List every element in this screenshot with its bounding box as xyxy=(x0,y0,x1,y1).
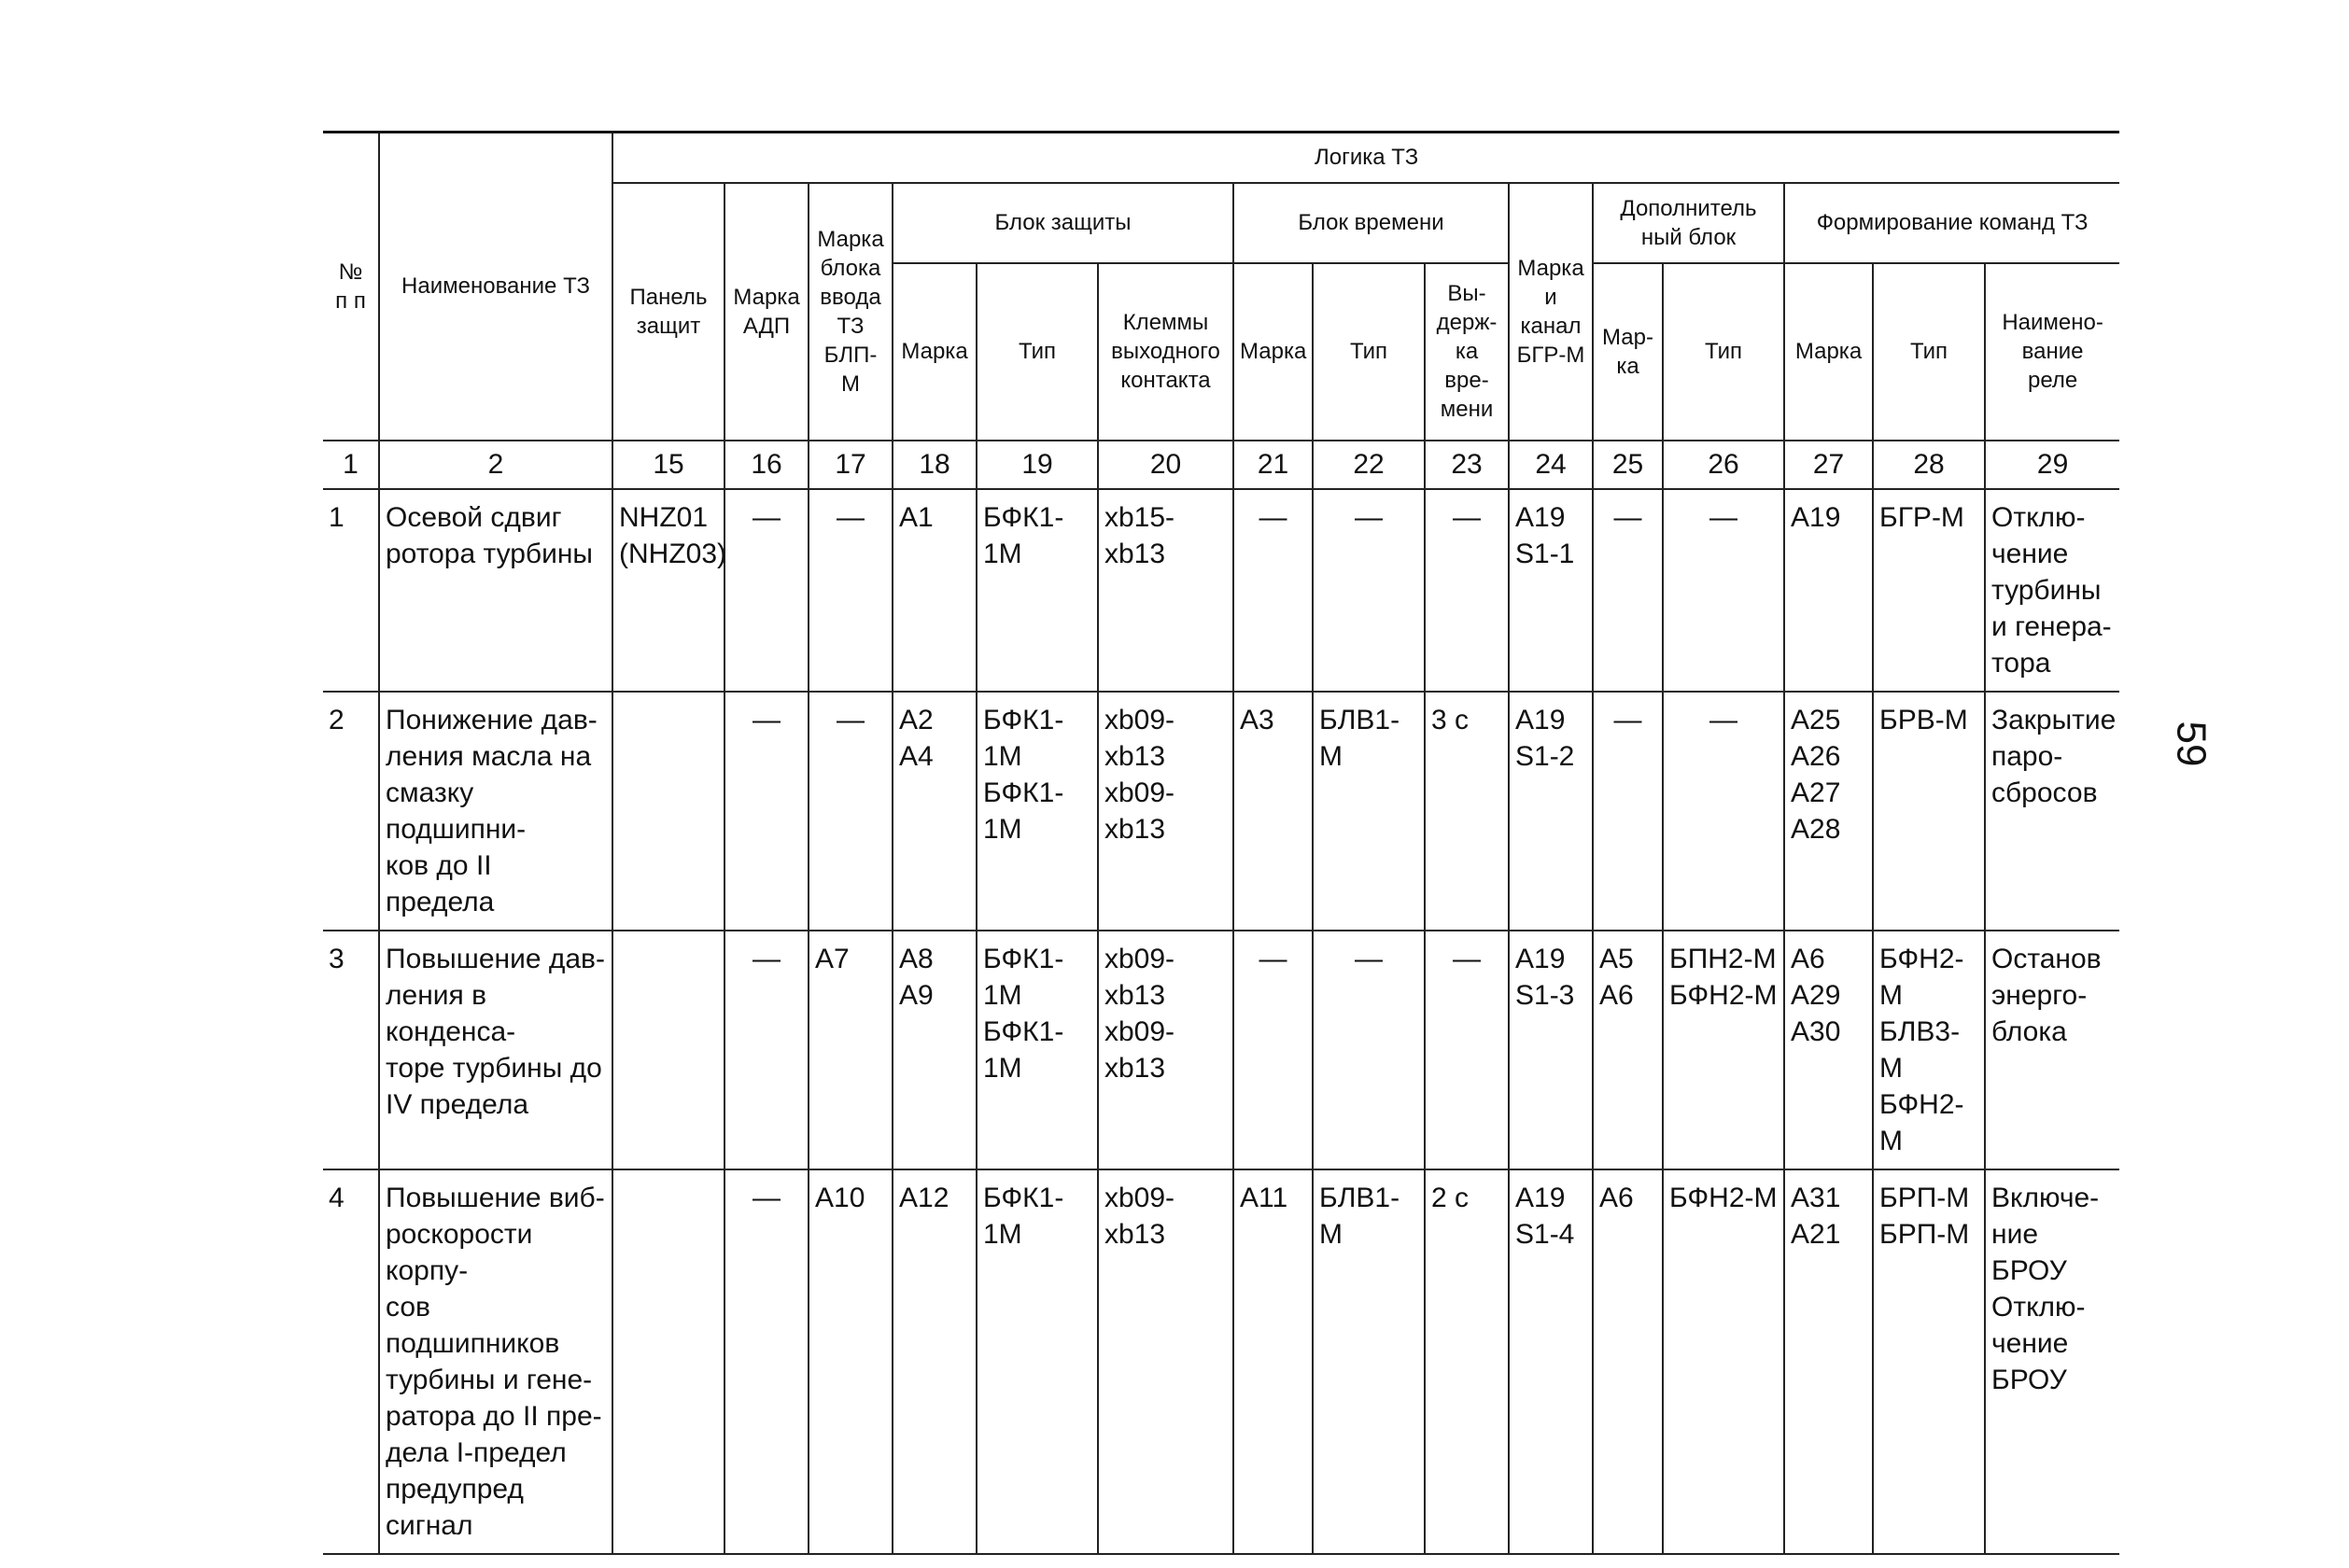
row-panel xyxy=(612,692,724,931)
row-time-mark: А11 xyxy=(1233,1169,1313,1554)
col-number: 18 xyxy=(893,441,977,489)
header-protection-block: Блок защиты xyxy=(893,183,1233,263)
col-number: 27 xyxy=(1784,441,1873,489)
row-prot-type: БФК1-1М xyxy=(977,489,1098,692)
header-extra-type: Тип xyxy=(1663,263,1784,441)
row-cmd-mark: А6 А29 А30 xyxy=(1784,931,1873,1169)
col-number: 23 xyxy=(1425,441,1509,489)
column-number-row xyxy=(323,441,2119,489)
row-name: Понижение дав- ления масла на смазку подшипни- ков до II предела xyxy=(379,692,612,931)
header-adp: Марка АДП xyxy=(724,183,809,441)
row-time-type: БЛВ1-М xyxy=(1313,692,1425,931)
header-time-block: Блок времени xyxy=(1233,183,1509,263)
row-prot-mark: А12 xyxy=(893,1169,977,1554)
row-cmd-type: БФН2-М БЛВ3-М БФН2-М xyxy=(1873,931,1985,1169)
row-cmd-relay: Закрытие паро- сбросов xyxy=(1985,692,2119,931)
row-number: 4 xyxy=(323,1169,379,1554)
row-cmd-mark: А19 xyxy=(1784,489,1873,692)
col-number: 19 xyxy=(977,441,1098,489)
row-bgr: А19 S1-4 xyxy=(1509,1169,1593,1554)
col-number: 26 xyxy=(1663,441,1784,489)
row-extra-type: БПН2-М БФН2-М xyxy=(1663,931,1784,1169)
row-extra-type: БФН2-М xyxy=(1663,1169,1784,1554)
header-cmd-relay: Наимено- вание реле xyxy=(1985,263,2119,441)
row-prot-mark: А2 А4 xyxy=(893,692,977,931)
row-name: Осевой сдвиг ротора турбины xyxy=(379,489,612,692)
header-time-mark: Марка xyxy=(1233,263,1313,441)
row-extra-type: — xyxy=(1663,489,1784,692)
row-prot-terminals: xb09-xb13 xyxy=(1098,1169,1233,1554)
row-cmd-type: БГР-М xyxy=(1873,489,1985,692)
col-number: 21 xyxy=(1233,441,1313,489)
col-number: 20 xyxy=(1098,441,1233,489)
row-prot-type: БФК1-1М xyxy=(977,1169,1098,1554)
header-prot-terminals: Клеммы выходного контакта xyxy=(1098,263,1233,441)
header-extra-mark: Мар- ка xyxy=(1593,263,1663,441)
row-prot-type: БФК1-1М БФК1-1М xyxy=(977,692,1098,931)
row-panel: NHZ01 (NHZ03) xyxy=(612,489,724,692)
row-time-delay: 2 с xyxy=(1425,1169,1509,1554)
row-bgr: А19 S1-2 xyxy=(1509,692,1593,931)
col-number: 29 xyxy=(1985,441,2119,489)
header-time-delay: Вы- держ- ка вре- мени xyxy=(1425,263,1509,441)
row-time-type: БЛВ1-М xyxy=(1313,1169,1425,1554)
row-prot-terminals: xb09-xb13 xb09-xb13 xyxy=(1098,692,1233,931)
row-extra-mark: — xyxy=(1593,489,1663,692)
header-time-type: Тип xyxy=(1313,263,1425,441)
row-blp: — xyxy=(809,489,893,692)
col-number: 1 xyxy=(323,441,379,489)
row-prot-mark: А8 А9 xyxy=(893,931,977,1169)
row-extra-type: — xyxy=(1663,692,1784,931)
table-row xyxy=(323,489,2119,692)
header-prot-mark: Марка xyxy=(893,263,977,441)
row-adp: — xyxy=(724,1169,809,1554)
row-name: Повышение дав- ления в конденса- торе турбины до IV предела xyxy=(379,931,612,1169)
row-panel xyxy=(612,931,724,1169)
row-time-mark: — xyxy=(1233,489,1313,692)
row-name: Повышение виб- роскорости корпу- сов подшипников турбины и гене- ратора до II пре- дела I-предел предупред сигнал xyxy=(379,1169,612,1554)
header-commands: Формирование команд ТЗ xyxy=(1784,183,2119,263)
row-adp: — xyxy=(724,692,809,931)
row-time-mark: — xyxy=(1233,931,1313,1169)
header-cmd-type: Тип xyxy=(1873,263,1985,441)
row-cmd-relay: Включе- ние БРОУ Отклю- чение БРОУ xyxy=(1985,1169,2119,1554)
row-time-delay: — xyxy=(1425,489,1509,692)
row-extra-mark: А5 А6 xyxy=(1593,931,1663,1169)
row-adp: — xyxy=(724,931,809,1169)
col-number: 22 xyxy=(1313,441,1425,489)
col-number: 25 xyxy=(1593,441,1663,489)
col-number: 15 xyxy=(612,441,724,489)
table-row xyxy=(323,1169,2119,1554)
page-number: 59 xyxy=(2168,721,2215,767)
header-num: № п п xyxy=(323,133,379,441)
table-row xyxy=(323,692,2119,931)
header-extra-block: Дополнитель ный блок xyxy=(1593,183,1784,263)
row-blp: А7 xyxy=(809,931,893,1169)
row-cmd-mark: А31 А21 xyxy=(1784,1169,1873,1554)
col-number: 28 xyxy=(1873,441,1985,489)
col-number: 2 xyxy=(379,441,612,489)
row-cmd-type: БРП-М БРП-М xyxy=(1873,1169,1985,1554)
row-time-type: — xyxy=(1313,931,1425,1169)
header-name: Наименование ТЗ xyxy=(379,133,612,441)
header-prot-type: Тип xyxy=(977,263,1098,441)
header-blp: Марка блока ввода ТЗ БЛП-М xyxy=(809,183,893,441)
row-bgr: А19 S1-3 xyxy=(1509,931,1593,1169)
row-prot-type: БФК1-1М БФК1-1М xyxy=(977,931,1098,1169)
row-time-mark: А3 xyxy=(1233,692,1313,931)
row-cmd-mark: А25 А26 А27 А28 xyxy=(1784,692,1873,931)
row-prot-mark: А1 xyxy=(893,489,977,692)
header-cmd-mark: Марка xyxy=(1784,263,1873,441)
row-cmd-relay: Останов энерго- блока xyxy=(1985,931,2119,1169)
row-prot-terminals: xb09-xb13 xb09-xb13 xyxy=(1098,931,1233,1169)
protection-logic-table xyxy=(323,131,2119,1555)
table-row xyxy=(323,931,2119,1169)
row-time-type: — xyxy=(1313,489,1425,692)
row-time-delay: — xyxy=(1425,931,1509,1169)
col-number: 17 xyxy=(809,441,893,489)
col-number: 24 xyxy=(1509,441,1593,489)
row-blp: — xyxy=(809,692,893,931)
row-bgr: А19 S1-1 xyxy=(1509,489,1593,692)
header-panel: Панель защит xyxy=(612,183,724,441)
header-logic: Логика ТЗ xyxy=(612,133,2119,183)
row-prot-terminals: xb15-xb13 xyxy=(1098,489,1233,692)
header-bgr: Марка и канал БГР-М xyxy=(1509,183,1593,441)
row-extra-mark: А6 xyxy=(1593,1169,1663,1554)
row-number: 2 xyxy=(323,692,379,931)
row-time-delay: 3 с xyxy=(1425,692,1509,931)
row-adp: — xyxy=(724,489,809,692)
row-cmd-relay: Отклю- чение турбины и генера- тора xyxy=(1985,489,2119,692)
row-blp: А10 xyxy=(809,1169,893,1554)
row-panel xyxy=(612,1169,724,1554)
row-number: 3 xyxy=(323,931,379,1169)
row-cmd-type: БРВ-М xyxy=(1873,692,1985,931)
row-extra-mark: — xyxy=(1593,692,1663,931)
col-number: 16 xyxy=(724,441,809,489)
row-number: 1 xyxy=(323,489,379,692)
